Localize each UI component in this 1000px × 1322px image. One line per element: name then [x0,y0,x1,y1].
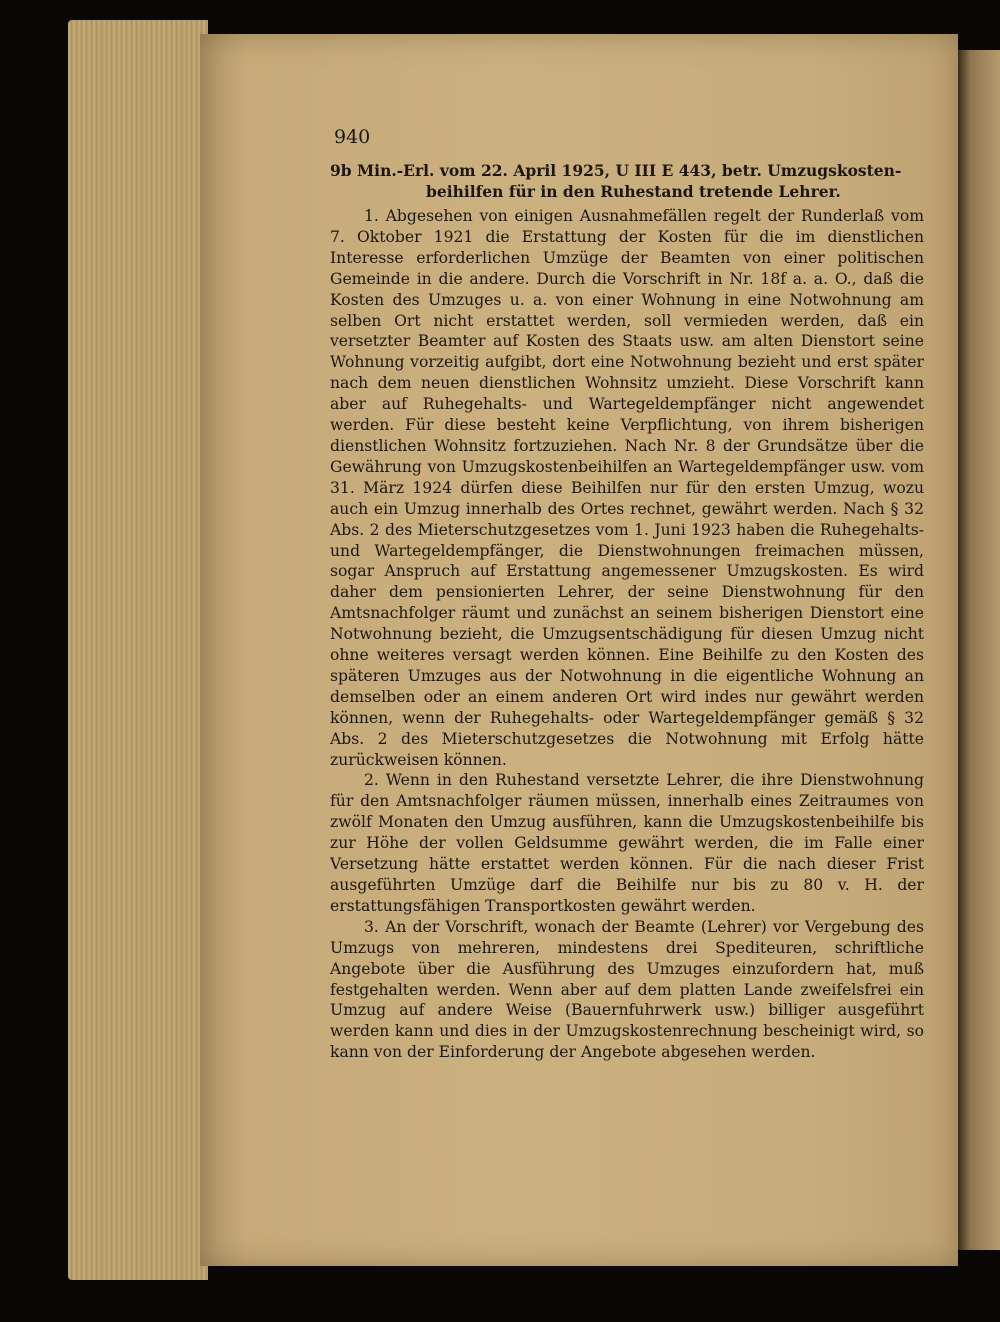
paragraph-3: 3. An der Vorschrift, wonach der Beamte (Lehrer) vor Vergebung des Umzugs von mehreren, mindestens drei Spediteuren, schriftliche Angebote über die Ausführung des Umzuges einzufordern hat, muß festgehalten werden. Wenn aber auf dem platten Lande zweifelsfrei ein Umzug auf andere Weise (Bauernfuhrwerk usw.) billiger ausgeführt werden kann und dies in der Umzugskostenrechnung bescheinigt wird, so kann von der Einforderung der Angebote abgesehen werden. [330,917,924,1062]
decree-heading [330,160,924,202]
facing-page-edge [958,50,1000,1250]
paragraph-1: 1. Abgesehen von einigen Ausnahmefällen regelt der Runderlaß vom 7. Oktober 1921 die Erstattung der Kosten für die im dienstlichen Interesse erforderlichen Umzüge der Beamten von einer politischen Gemeinde in die andere. Durch die Vorschrift in Nr. 18f a. a. O., daß die Kosten des Umzuges u. a. von einer Wohnung in eine Notwohnung am selben Ort nicht erstattet werden, soll vermieden werden, daß ein versetzter Beamter auf Kosten des Staats usw. am alten Dienstort seine Wohnung vorzeitig aufgibt, dort eine Notwohnung bezieht und erst später nach dem neuen dienstlichen Wohnsitz umzieht. Diese Vorschrift kann aber auf Ruhegehalts- und Wartegeldempfänger nicht angewendet werden. Für diese besteht keine Verpflichtung, von ihrem bisherigen dienstlichen Wohnsitz fortzuziehen. Nach Nr. 8 der Grundsätze über die Gewährung von Umzugskostenbeihilfen an Wartegeldempfänger usw. vom 31. März 1924 dürfen diese Beihilfen nur für den ersten Umzug, wozu auch ein Umzug innerhalb des Ortes rechnet, gewährt werden. Nach § 32 Abs. 2 des Mieterschutzgesetzes vom 1. Juni 1923 haben die Ruhegehalts- und Wartegeldempfänger, die Dienstwohnungen freimachen müssen, sogar Anspruch auf Erstattung angemessener Umzugskosten. Es wird daher dem pensionierten Lehrer, der seine Dienstwohnung für den Amtsnachfolger räumt und zunächst an seinem bisherigen Dienstort eine Notwohnung bezieht, die Umzugsentschädigung für diesen Umzug nicht ohne weiteres versagt werden können. Eine Beihilfe zu den Kosten des späteren Umzuges aus der Notwohnung in die eigentliche Wohnung an demselben oder an einem anderen Ort wird indes nur gewährt werden können, wenn der Ruhegehalts- oder Wartegeldempfänger gemäß § 32 Abs. 2 des Mieterschutzgesetzes die Notwohnung mit Erfolg hätte zurückweisen können. [330,207,924,769]
page-text [330,124,924,1063]
page-edges [68,20,208,1280]
decree-heading-line-1: 9b Min.-Erl. vom 22. April 1925, U III E 443, betr. Umzugskosten- [330,161,902,180]
decree-heading-line-2: beihilfen für in den Ruhestand tretende Lehrer. [426,182,841,201]
paragraph-2: 2. Wenn in den Ruhestand versetzte Lehrer, die ihre Dienstwohnung für den Amtsnachfolger räumen müssen, innerhalb eines Zeitraumes von zwölf Monaten den Umzug ausführen, kann die Umzugskostenbeihilfe bis zur Höhe der vollen Geldsumme gewährt werden, die im Falle einer Versetzung hätte erstattet werden können. Für die nach dieser Frist ausgeführten Umzüge darf die Beihilfe nur bis zu 80 v. H. der erstattungsfähigen Transportkosten gewährt werden. [330,771,924,915]
page-number: 940 [334,126,371,148]
